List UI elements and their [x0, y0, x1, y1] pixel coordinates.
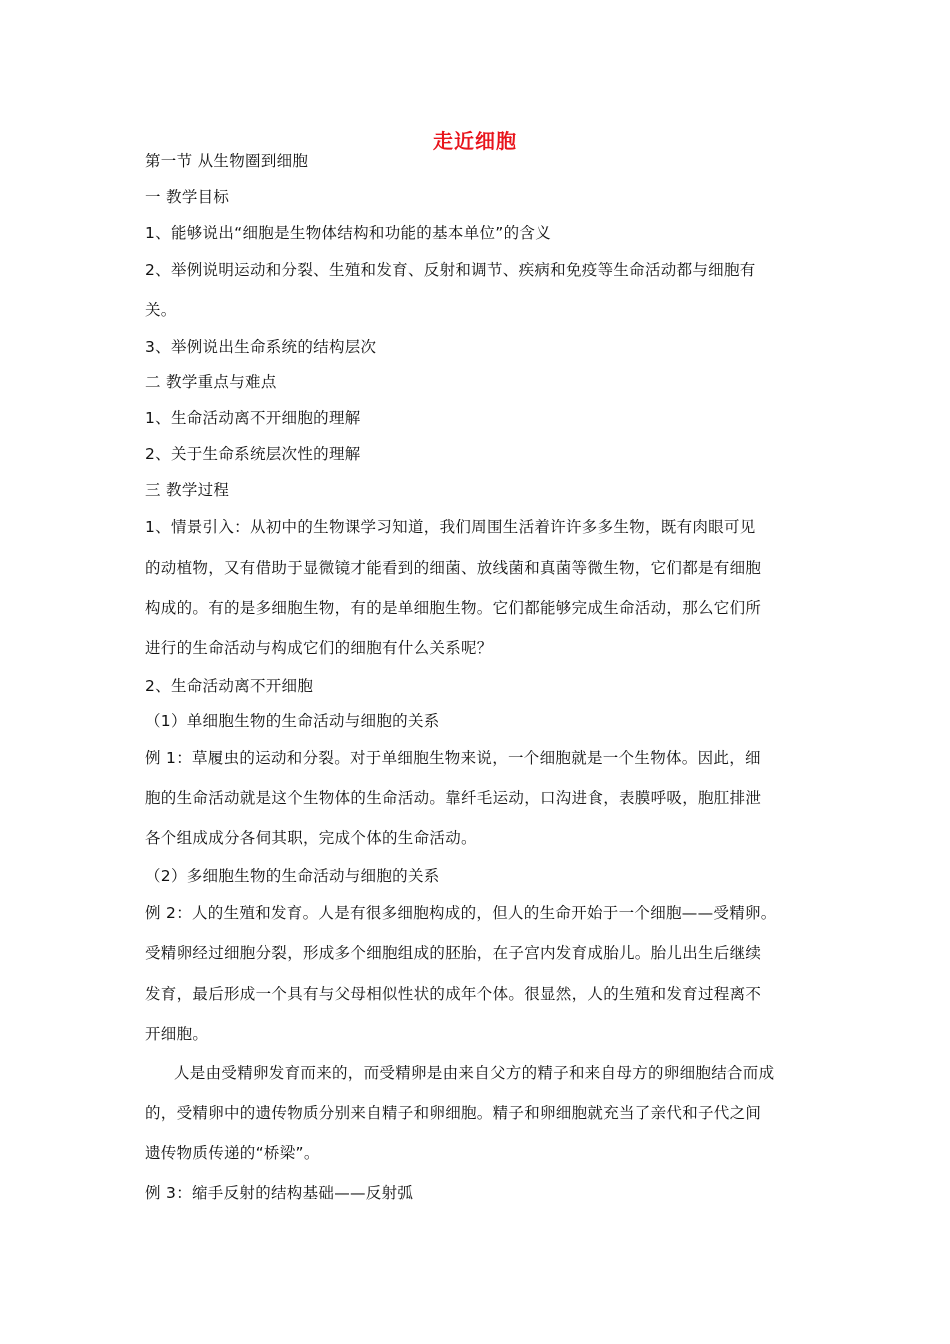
text-line: 构成的。有的是多细胞生物，有的是单细胞生物。它们都能够完成生命活动，那么它们所	[145, 599, 762, 617]
text-line: 2、关于生命系统层次性的理解	[145, 445, 361, 463]
part-heading: 二 教学重点与难点	[145, 373, 277, 391]
text-line: 发育，最后形成一个具有与父母相似性状的成年个体。很显然，人的生殖和发育过程离不	[145, 985, 762, 1003]
text-line: 胞的生命活动就是这个生物体的生命活动。靠纤毛运动，口沟进食，表膜呼吸，胞肛排泄	[145, 789, 762, 807]
text-line: 的动植物，又有借助于显微镜才能看到的细菌、放线菌和真菌等微生物，它们都是有细胞	[145, 559, 762, 577]
text-line: 例 2：人的生殖和发育。人是有很多细胞构成的，但人的生命开始于一个细胞——受精卵。	[145, 904, 777, 922]
subsection-heading: （2）多细胞生物的生命活动与细胞的关系	[145, 867, 440, 885]
part-heading: 三 教学过程	[145, 481, 230, 499]
text-line: 人是由受精卵发育而来的，而受精卵是由来自父方的精子和来自母方的卵细胞结合而成	[174, 1064, 775, 1082]
text-line: 受精卵经过细胞分裂，形成多个细胞组成的胚胎，在子宫内发育成胎儿。胎儿出生后继续	[145, 944, 762, 962]
subsection-heading: （1）单细胞生物的生命活动与细胞的关系	[145, 712, 440, 730]
text-line: 2、生命活动离不开细胞	[145, 677, 314, 695]
text-line: 2、举例说明运动和分裂、生殖和发育、反射和调节、疾病和免疫等生命活动都与细胞有	[145, 261, 756, 279]
text-line: 例 1：草履虫的运动和分裂。对于单细胞生物来说，一个细胞就是一个生物体。因此，细	[145, 749, 761, 767]
text-line: 例 3：缩手反射的结构基础——反射弧	[145, 1184, 414, 1202]
text-line: 的，受精卵中的遗传物质分别来自精子和卵细胞。精子和卵细胞就充当了亲代和子代之间	[145, 1104, 762, 1122]
text-line: 1、能够说出“细胞是生物体结构和功能的基本单位”的含义	[145, 224, 552, 242]
text-line: 各个组成成分各伺其职，完成个体的生命活动。	[145, 829, 477, 847]
text-line: 1、生命活动离不开细胞的理解	[145, 409, 361, 427]
text-line: 3、举例说出生命系统的结构层次	[145, 338, 377, 356]
text-line: 遗传物质传递的“桥梁”。	[145, 1144, 320, 1162]
text-line: 开细胞。	[145, 1025, 209, 1043]
part-heading: 一 教学目标	[145, 188, 230, 206]
section-heading: 第一节 从生物圈到细胞	[145, 152, 309, 170]
text-line: 进行的生命活动与构成它们的细胞有什么关系呢？	[145, 639, 493, 657]
text-line: 关。	[145, 301, 177, 319]
text-line: 1、情景引入：从初中的生物课学习知道，我们周围生活着许许多多生物，既有肉眼可见	[145, 518, 756, 536]
document-title: 走近细胞	[433, 129, 517, 153]
